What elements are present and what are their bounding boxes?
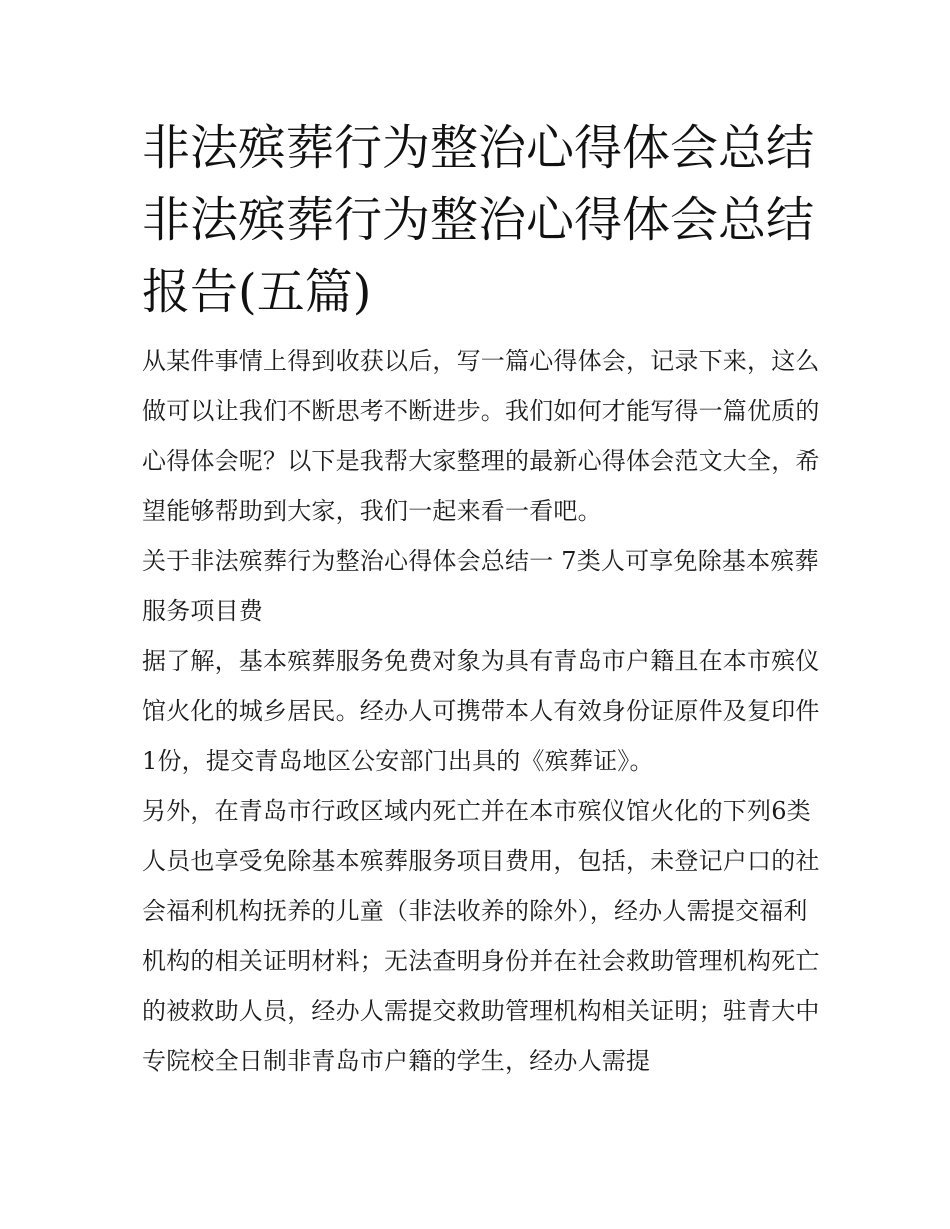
document-title: 非法殡葬行为整治心得体会总结 非法殡葬行为整治心得体会总结报告(五篇) bbox=[142, 120, 815, 320]
paragraph-section-heading: 关于非法殡葬行为整治心得体会总结一 7类人可享免除基本殡葬服务项目费 bbox=[142, 547, 819, 625]
paragraph-additional-groups: 另外，在青岛市行政区域内死亡并在本市殡仪馆火化的下列6类人员也享受免除基本殡葬服务项目费用，包括，未登记户口的社会福利机构抚养的儿童（非法收养的除外），经办人需提交福利机构的相关证明材料；无法查明身份并在社会救助管理机构死亡的被救助人员，经办人需提交救助管理机构相关证明；驻青大中专院校全日制非青岛市户籍的学生，经办人需提 bbox=[142, 797, 820, 1075]
document-body bbox=[142, 112, 822, 1086]
paragraph-intro: 从某件事情上得到收获以后，写一篇心得体会，记录下来，这么做可以让我们不断思考不断进步。我们如何才能写得一篇优质的心得体会呢？以下是我帮大家整理的最新心得体会范文大全，希望能够帮助到大家，我们一起来看一看吧。 bbox=[142, 347, 820, 525]
paragraph-eligibility: 据了解，基本殡葬服务免费对象为具有青岛市户籍且在本市殡仪馆火化的城乡居民。经办人可携带本人有效身份证原件及复印件1份，提交青岛地区公安部门出具的《殡葬证》。 bbox=[142, 647, 820, 775]
